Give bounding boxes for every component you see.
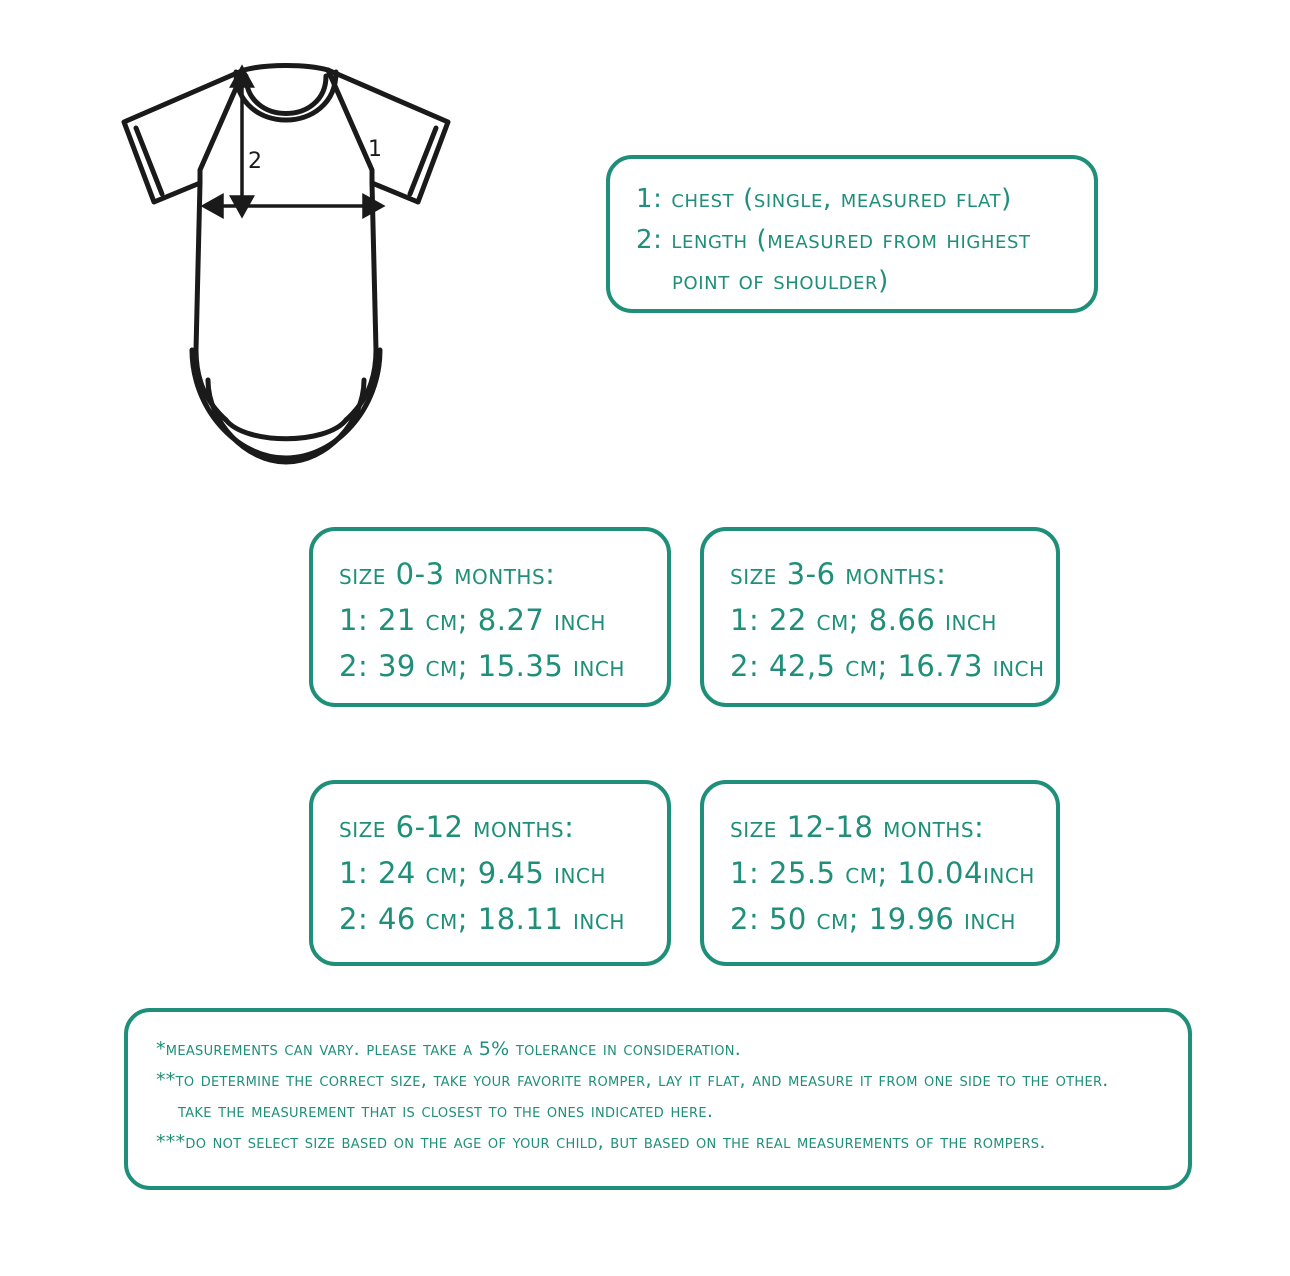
size-card-0-3-months xyxy=(309,527,671,707)
romper-svg xyxy=(96,50,476,480)
size-card-length: 2: 42,5 cm; 16.73 inch xyxy=(730,649,1045,683)
size-card-6-12-months xyxy=(309,780,671,966)
size-card-title: size 0-3 months: xyxy=(339,557,556,591)
size-card-title: size 3-6 months: xyxy=(730,557,947,591)
note-how-to-measure: **to determine the correct size, take your favorite romper, lay it flat, and measure it from one side to the other. xyxy=(156,1069,1109,1091)
length-marker-label: 2 xyxy=(248,149,262,174)
legend-line-chest: 1: chest (single, measured flat) xyxy=(636,184,1012,214)
size-card-3-6-months xyxy=(700,527,1060,707)
size-card-length: 2: 39 cm; 15.35 inch xyxy=(339,649,625,683)
size-card-title: size 12-18 months: xyxy=(730,810,985,844)
romper-illustration xyxy=(96,50,476,480)
notes-box xyxy=(124,1008,1192,1190)
legend-box xyxy=(606,155,1098,313)
legend-line-length-cont: point of shoulder) xyxy=(672,266,889,296)
note-age-warning: ***do not select size based on the age of your child, but based on the real measurements of the rompers. xyxy=(156,1131,1046,1153)
size-card-chest: 1: 21 cm; 8.27 inch xyxy=(339,603,606,637)
chest-marker-label: 1 xyxy=(368,137,382,162)
legend-line-length: 2: length (measured from highest xyxy=(636,225,1031,255)
size-card-chest: 1: 25.5 cm; 10.04inch xyxy=(730,856,1035,890)
size-card-length: 2: 50 cm; 19.96 inch xyxy=(730,902,1016,936)
note-how-to-measure-cont: take the measurement that is closest to the ones indicated here. xyxy=(178,1100,714,1122)
size-card-length: 2: 46 cm; 18.11 inch xyxy=(339,902,625,936)
size-card-12-18-months xyxy=(700,780,1060,966)
size-card-chest: 1: 22 cm; 8.66 inch xyxy=(730,603,997,637)
size-card-chest: 1: 24 cm; 9.45 inch xyxy=(339,856,606,890)
size-card-title: size 6-12 months: xyxy=(339,810,575,844)
note-tolerance: *measurements can vary. please take a 5% tolerance in consideration. xyxy=(156,1038,742,1060)
